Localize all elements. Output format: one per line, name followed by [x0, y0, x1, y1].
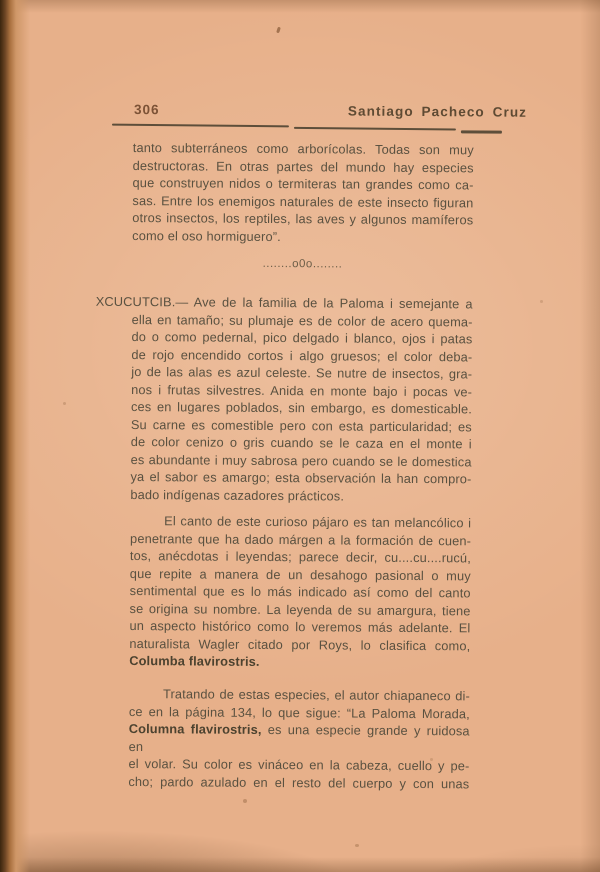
text-line: penetrante que ha dado márgen a la formación de cuen-	[130, 530, 472, 548]
paper-speck	[355, 844, 359, 847]
header-rule-dash	[461, 130, 502, 133]
paragraph-canto	[129, 512, 471, 672]
text-line: un aspecto histórico como lo veremos más adelante. El	[129, 618, 471, 636]
text-line: es abundante i muy sabrosa pero cuando se le domestica	[130, 451, 472, 469]
paragraph-tratando	[128, 685, 470, 792]
text-line: que repite a manera de un desahogo pasional o muy	[129, 565, 471, 583]
paper-speck	[63, 402, 66, 405]
text-line: como el oso hormiguero”.	[132, 227, 281, 244]
paper-speck	[540, 300, 543, 303]
text-line: Su carne es comestible pero con esta particularidad; es	[130, 416, 472, 434]
text-line: Columna flavirostris, es una especie grande y ruidosa en	[128, 721, 470, 754]
text-line: El canto de este curioso pájaro es tan melancólico i	[164, 513, 472, 531]
text-line: que construyen nidos o termiteras tan grandes como ca-	[132, 175, 474, 193]
header-rule-right	[294, 126, 456, 129]
text-line: otros insectos, los reptiles, las aves y algunos mamíferos	[132, 210, 474, 228]
page-number: 306	[134, 102, 160, 118]
text-line: sentimental que es lo más indicado así como del canto	[129, 583, 471, 601]
text-line: Tratando de estas especies, el autor chiapaneco di-	[162, 686, 471, 704]
text-line: el volar. Su color es vináceo en la cabeza, cuello y pe-	[128, 756, 470, 774]
text-line: naturalista Wagler citado por Roys, lo clasifica como,	[129, 635, 471, 653]
section-divider: ........o0o........	[262, 257, 343, 271]
header-rule-left	[112, 124, 289, 128]
running-title: Santiago Pacheco Cruz	[347, 103, 528, 120]
text-line: nos i frutas silvestres. Anida en monte bajo i pocas ve-	[131, 381, 473, 399]
text-line: de rojo encendido cortos i algo gruesos; el color deba-	[131, 346, 473, 364]
text-line: do o como pedernal, pico delgado i blanco, ojos i patas	[131, 329, 473, 347]
text-line: ya el sabor es amargo; esta observación la han compro-	[130, 469, 472, 487]
text-line: ces en lugares poblados, sin embargo, es domesticable.	[130, 399, 473, 417]
paragraph-termites-continuation	[132, 139, 474, 246]
text-line: destructoras. En otras partes del mundo hay especies	[132, 157, 474, 175]
text-line: tanto subterráneos como arborícolas. Todas son muy	[132, 140, 474, 158]
dictionary-entry-xcucutcib	[94, 293, 472, 506]
text-line: Columba flavirostris.	[129, 653, 260, 669]
text-line: tos, anécdotas i leyendas; parece decir, cu....cu....rucú,	[129, 548, 472, 566]
text-line: sas. Entre los enemigos naturales de este insecto figuran	[132, 192, 474, 210]
text-line: se origina su nombre. La leyenda de su amargura, tiene	[129, 600, 471, 618]
text-line: de color cenizo o gris cuando se le caza en el monte i	[130, 434, 472, 452]
text-line: bado indígenas cazadores prácticos.	[130, 486, 345, 504]
text-line: ella en tamaño; su plumaje es de color de acero quema-	[131, 311, 473, 329]
text-line: cho; pardo azulado en el resto del cuerpo y con unas	[128, 773, 470, 791]
page-header	[134, 102, 527, 120]
paper-speck	[430, 758, 433, 761]
text-line: XCUCUTCIB.— Ave de la familia de la Paloma i semejante a	[95, 293, 473, 312]
text-line: ce en la página 134, lo que sigue: “La Paloma Morada,	[128, 703, 470, 721]
paper-speck	[243, 799, 247, 803]
text-line: jo de las alas es azul celeste. Se nutre de insectos, gra-	[131, 364, 473, 382]
